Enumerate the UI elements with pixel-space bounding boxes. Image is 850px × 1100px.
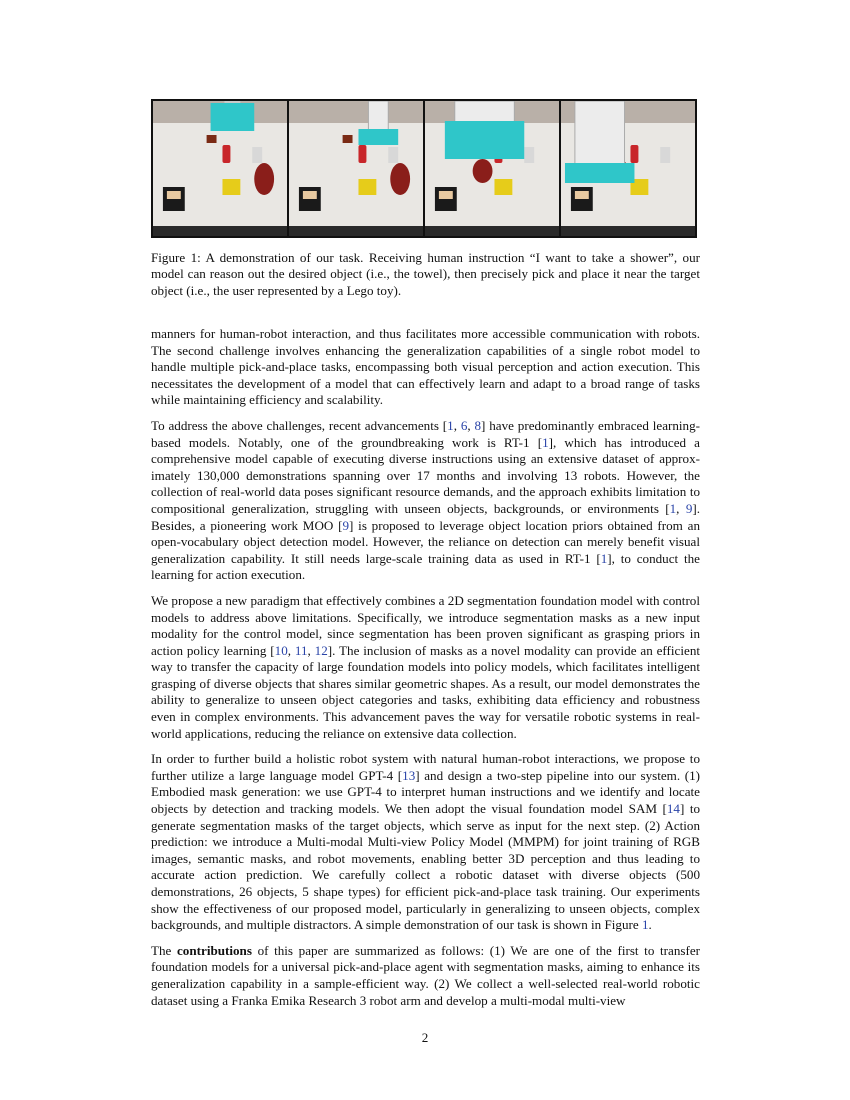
scene-illustration bbox=[561, 101, 695, 236]
citation-link[interactable]: 1 bbox=[600, 550, 608, 566]
citation-link[interactable]: 9 bbox=[685, 500, 693, 516]
figure-panel-4 bbox=[561, 101, 695, 236]
battery-pack bbox=[388, 147, 398, 163]
yellow-sponge bbox=[222, 179, 240, 195]
text-run: ]. The inclusion of masks as a novel modality can provide an efficient way to transfer the capacity of large foundation models into policy models, which facilitates intelligent grasping of diverse objects that shares similar geometric shapes. As a result, our model demonstrates the ability to generalize to unseen object categories and tasks, exhibiting data efficiency and robustness even in complex environments. This advancement paves the way for versatile robotic systems in real-world applications, reducing the reliance on extensive data collection. bbox=[151, 642, 701, 741]
text-run: ] and design a two-step pipeline into our system. (1) Embodied mask generation: we use GPT-4 to interpret human instructions and we identify and locate objects by detection and tracking models. We then adopt the visual foundation model SAM [ bbox=[151, 767, 701, 817]
text-run: We propose a new paradigm that effectively combines a 2D segmentation foundation model with control models to address above limitations. Specifically, we introduce segmentation masks as a new input modality for the control model, since segmentation has been proven significant as grasping priors in action policy learning [ bbox=[151, 592, 700, 658]
figure-caption bbox=[151, 250, 700, 299]
text-run: of this paper are summarized as follows: (1) We are one of the first to transfer foundation models for a universal pick-and-place agent with segmentation masks, aiming to enhance its generalization capability in a sample-efficient way. (2) We collect a well-selected real-world robotic dataset using a Franka Emika Research 3 robot arm and develop a multi-modal multi-view bbox=[151, 942, 700, 1008]
battery-pack bbox=[524, 147, 534, 163]
lego-face bbox=[167, 191, 181, 199]
robot-arm bbox=[575, 101, 625, 167]
scene-illustration bbox=[153, 101, 287, 236]
table-edge bbox=[425, 226, 559, 236]
soda-can bbox=[358, 145, 366, 163]
towel bbox=[473, 159, 493, 183]
lego-face bbox=[439, 191, 453, 199]
gripper bbox=[358, 129, 398, 145]
citation-link[interactable]: 13 bbox=[402, 767, 416, 783]
gripper bbox=[445, 121, 524, 159]
text-run: ] have predominantly embraced learning-based models. Notably, one of the groundbreaking work is RT-1 [ bbox=[151, 417, 701, 450]
citation-link[interactable]: 11 bbox=[294, 642, 308, 658]
text-run: ]. Besides, a pioneering work MOO [ bbox=[151, 500, 700, 533]
towel bbox=[390, 163, 410, 195]
citation-link[interactable]: 1 bbox=[542, 434, 549, 450]
text-run: , bbox=[307, 642, 315, 658]
paragraph bbox=[151, 593, 700, 742]
citation-link[interactable]: 10 bbox=[274, 642, 288, 658]
soda-can bbox=[630, 145, 638, 163]
battery-pack bbox=[660, 147, 670, 163]
back-wall bbox=[289, 101, 423, 123]
lego-face bbox=[303, 191, 317, 199]
table-edge bbox=[153, 226, 287, 236]
page-number: 2 bbox=[421, 1030, 429, 1045]
table-edge bbox=[289, 226, 423, 236]
citation-link[interactable]: 9 bbox=[342, 517, 350, 533]
soda-can bbox=[222, 145, 230, 163]
gripper bbox=[565, 163, 634, 183]
citation-link[interactable]: 1 bbox=[669, 500, 677, 516]
scene-illustration bbox=[425, 101, 559, 236]
text-run: ], which has introduced a comprehensive model capable of executing diverse instructions using an extensive dataset of approximately 130,000 demonstrations spanning over 17 months and involving 13 robots. However, the collection of real-world data poses significant resource demands, and the approach exhibits limitation to compositional generalization, struggling with unseen objects, backgrounds, or environments [ bbox=[151, 434, 700, 516]
yellow-sponge bbox=[494, 179, 512, 195]
scene-illustration bbox=[289, 101, 423, 236]
text-run: , bbox=[287, 642, 295, 658]
text-run: In order to further build a holistic robot system with natural human-robot interactions, we propose to further utilize a large language model GPT-4 [ bbox=[151, 751, 700, 783]
figure-caption-text: A demonstration of our task. Receiving human instruction “I want to take a shower”, our model can reason out the desired object (i.e., the towel), then precisely pick and place it near the target object (i.e., the user represented by a Lego toy). bbox=[151, 250, 700, 298]
figure-panel-2 bbox=[289, 101, 423, 236]
robot-arm bbox=[368, 101, 388, 133]
paragraph bbox=[151, 751, 700, 934]
lego-face bbox=[575, 191, 589, 199]
figure-1 bbox=[151, 99, 697, 238]
battery-pack bbox=[252, 147, 262, 163]
text-run: ] is proposed to leverage object location priors obtained from an open-vocabulary object detection model. However, the reliance on detection can merely benefit visual generalization capability. It still needs large-scale training data as used in RT-1 [ bbox=[151, 517, 700, 566]
citation-link[interactable]: 1 bbox=[641, 917, 649, 933]
citation-link[interactable]: 14 bbox=[666, 801, 680, 817]
figure-caption-label: Figure 1: bbox=[151, 250, 201, 265]
citation-link[interactable]: 8 bbox=[474, 417, 482, 433]
text-run: The bbox=[151, 942, 177, 958]
table-edge bbox=[561, 226, 695, 236]
gripper bbox=[211, 103, 255, 131]
bold-text: contributions bbox=[177, 942, 252, 958]
text-run: ], to conduct the learning for action execution. bbox=[151, 550, 700, 583]
small-object bbox=[343, 135, 353, 143]
small-object bbox=[207, 135, 217, 143]
text-run: manners for human-robot interaction, and thus facilitates more accessible communication with robots. The second challenge involves enhancing the generalization capabilities of a single robot model to handle multiple pick-and-place tasks, encompassing both visual perception and action execution. This necessitates the development of a model that can effectively learn and adapt to a broad range of tasks while maintaining efficiency and scalability. bbox=[151, 326, 700, 408]
body-text bbox=[151, 326, 700, 1018]
paragraph bbox=[151, 326, 700, 409]
text-run: . bbox=[648, 917, 652, 933]
paragraph bbox=[151, 943, 700, 1009]
text-run: , bbox=[676, 500, 686, 516]
text-run: , bbox=[467, 417, 475, 433]
yellow-sponge bbox=[358, 179, 376, 195]
figure-panel-1 bbox=[153, 101, 287, 236]
citation-link[interactable]: 6 bbox=[460, 417, 468, 433]
towel bbox=[254, 163, 274, 195]
citation-link[interactable]: 1 bbox=[447, 417, 454, 433]
citation-link[interactable]: 12 bbox=[314, 642, 328, 658]
text-run: ] to generate segmentation masks of the target objects, which serve as input for the next step. (2) Action prediction: we introduce a Multi-modal Multi-view Policy Model (MMPM) for joint training of RGB images, semantic masks, and robot movements, enabling better 3D perception and thus leading to accurate action prediction. We carefully collect a robotic dataset with diverse objects (500 demonstrations, 26 objects, 5 shape types) for efficient pick-and-place task training. Our experiments show the effectiveness of our proposed model, particularly in generalizing to unseen objects, complex backgrounds, and multiple distractors. A simple demonstration of our task is shown in Figure bbox=[151, 801, 700, 933]
text-run: To address the above challenges, recent advancements [ bbox=[151, 417, 448, 433]
paragraph bbox=[151, 418, 700, 584]
figure-panel-3 bbox=[425, 101, 559, 236]
text-run: , bbox=[453, 417, 461, 433]
